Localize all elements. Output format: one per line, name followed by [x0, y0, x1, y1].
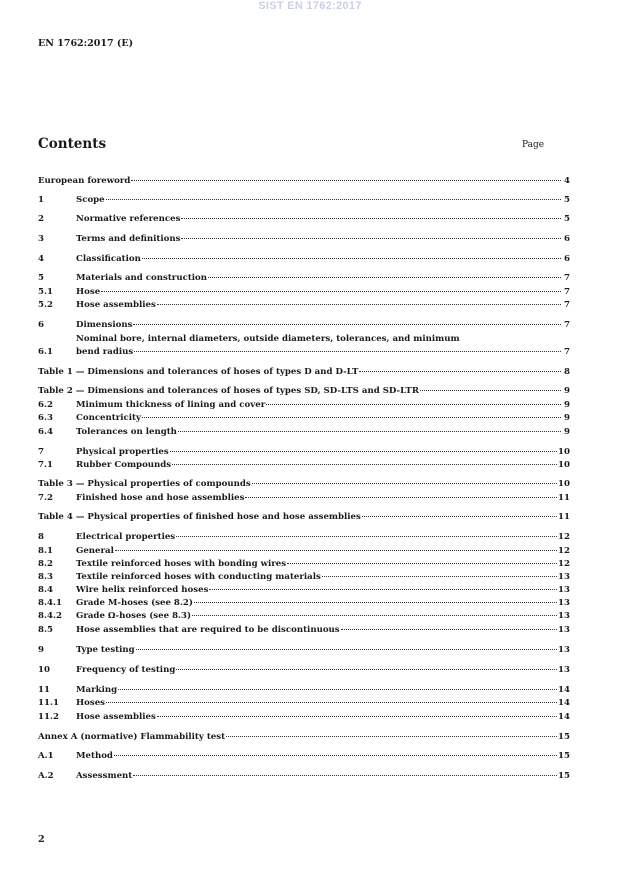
toc-entry-title: Assessment — [76, 771, 133, 781]
page-column-label: Page — [522, 140, 545, 150]
toc-dot-leader — [192, 615, 557, 616]
page-number: 2 — [38, 834, 45, 845]
toc-entry-page: 8 — [564, 367, 570, 377]
toc-entry-page: 10 — [558, 479, 570, 489]
toc-dot-leader — [133, 775, 557, 776]
toc-entry-page: 9 — [564, 413, 570, 423]
toc-entry-number: 5.2 — [38, 300, 53, 310]
contents-title: Contents — [38, 136, 107, 152]
toc-dot-leader — [157, 716, 557, 717]
toc-dot-leader — [178, 431, 561, 432]
toc-entry[interactable] — [38, 385, 570, 398]
toc-entry-page: 11 — [558, 493, 570, 503]
toc-entry-page: 12 — [558, 532, 570, 542]
toc-dot-leader — [209, 589, 557, 590]
toc-dot-leader — [172, 464, 557, 465]
toc-dot-leader — [287, 563, 557, 564]
toc-entry-title: Table 4 — Physical properties of finished hose and hose assemblies — [38, 512, 361, 522]
toc-entry-title: Hose — [76, 287, 101, 297]
toc-entry-number: 6.4 — [38, 427, 53, 437]
toc-entry-number: 6.2 — [38, 400, 53, 410]
toc-entry[interactable] — [38, 750, 570, 763]
toc-dot-leader — [142, 258, 561, 259]
toc-dot-leader — [245, 497, 557, 498]
toc-entry-page: 13 — [558, 572, 570, 582]
toc-entry[interactable] — [38, 770, 570, 783]
toc-entry-page: 11 — [558, 512, 570, 522]
toc-entry-page: 15 — [558, 732, 570, 742]
toc-entry-title: Hose assemblies that are required to be discontinuous — [76, 625, 340, 635]
toc-entry-title: Grade M-hoses (see 8.2) — [76, 598, 193, 608]
toc-entry-title: Method — [76, 751, 113, 761]
toc-entry-title: Scope — [76, 195, 105, 205]
toc-dot-leader — [341, 629, 557, 630]
toc-entry-number: 4 — [38, 254, 44, 264]
toc-entry[interactable] — [38, 558, 570, 571]
toc-entry[interactable] — [38, 684, 570, 697]
toc-entry[interactable] — [38, 319, 570, 332]
toc-entry[interactable] — [38, 664, 570, 677]
toc-entry[interactable] — [38, 492, 570, 505]
toc-entry-title: Table 3 — Physical properties of compounds — [38, 479, 251, 489]
toc-entry-page: 7 — [564, 300, 570, 310]
toc-entry-title: Electrical properties — [76, 532, 176, 542]
toc-entry-page: 7 — [564, 320, 570, 330]
toc-entry[interactable] — [38, 299, 570, 312]
toc-entry-title: Terms and definitions — [76, 234, 181, 244]
toc-entry-page: 7 — [564, 273, 570, 283]
toc-entry-page: 13 — [558, 645, 570, 655]
toc-dot-leader — [157, 304, 561, 305]
toc-entry-number: 6.3 — [38, 413, 53, 423]
toc-entry-title-line1[interactable]: Nominal bore, internal diameters, outside diameters, tolerances, and minimum — [76, 334, 460, 344]
toc-entry[interactable] — [38, 233, 570, 246]
toc-entry[interactable] — [38, 446, 570, 459]
toc-entry-title: European foreword — [38, 176, 131, 186]
toc-entry[interactable] — [38, 711, 570, 724]
toc-entry-page: 14 — [558, 685, 570, 695]
toc-entry-number: 7 — [38, 447, 44, 457]
toc-dot-leader — [101, 291, 561, 292]
toc-dot-leader — [420, 390, 561, 391]
toc-entry-title: Hoses — [76, 698, 105, 708]
toc-entry-number: 1 — [38, 195, 44, 205]
toc-entry-number: 11.2 — [38, 712, 59, 722]
toc-entry-title: Normative references — [76, 214, 181, 224]
toc-entry[interactable] — [38, 366, 570, 379]
toc-dot-leader — [181, 238, 561, 239]
toc-entry-number: 7.1 — [38, 460, 53, 470]
toc-entry-page: 14 — [558, 712, 570, 722]
toc-entry-number: 8.4 — [38, 585, 53, 595]
toc-entry-page: 13 — [558, 625, 570, 635]
toc-entry-page: 13 — [558, 611, 570, 621]
toc-entry-title: Marking — [76, 685, 118, 695]
toc-entry[interactable] — [38, 286, 570, 299]
toc-entry-number: 8.2 — [38, 559, 53, 569]
toc-entry-title: Materials and construction — [76, 273, 208, 283]
toc-entry-page: 6 — [564, 234, 570, 244]
toc-entry[interactable] — [38, 346, 570, 359]
watermark: SIST EN 1762:2017 — [258, 0, 362, 12]
toc-dot-leader — [208, 277, 561, 278]
toc-entry-title: Table 2 — Dimensions and tolerances of hoses of types SD, SD-LTS and SD-LTR — [38, 386, 419, 396]
toc-entry-page: 14 — [558, 698, 570, 708]
toc-entry-number: A.2 — [38, 771, 54, 781]
toc-entry[interactable] — [38, 412, 570, 425]
toc-entry[interactable] — [38, 697, 570, 710]
toc-entry[interactable] — [38, 610, 570, 623]
toc-entry[interactable] — [38, 624, 570, 637]
toc-entry-number: 5.1 — [38, 287, 53, 297]
toc-entry-number: 8 — [38, 532, 44, 542]
toc-entry-page: 9 — [564, 427, 570, 437]
toc-entry-number: 8.3 — [38, 572, 53, 582]
toc-dot-leader — [142, 417, 561, 418]
toc-entry-title: Table 1 — Dimensions and tolerances of hoses of types D and D-LT — [38, 367, 359, 377]
toc-dot-leader — [133, 324, 561, 325]
toc-entry-page: 13 — [558, 585, 570, 595]
toc-entry-number: 10 — [38, 665, 50, 675]
toc-dot-leader — [322, 576, 557, 577]
toc-dot-leader — [194, 602, 557, 603]
toc-entry-number: 3 — [38, 234, 44, 244]
toc-entry-number: 8.4.2 — [38, 611, 62, 621]
toc-dot-leader — [252, 483, 557, 484]
toc-entry[interactable] — [38, 459, 570, 472]
toc-dot-leader — [106, 702, 557, 703]
toc-entry-title: Classification — [76, 254, 141, 264]
toc-entry-title: bend radius — [76, 347, 134, 357]
toc-entry-page: 13 — [558, 665, 570, 675]
toc-entry-number: A.1 — [38, 751, 54, 761]
toc-entry-title: Textile reinforced hoses with bonding wires — [76, 559, 287, 569]
toc-entry-title: Annex A (normative) Flammability test — [38, 732, 226, 742]
toc-entry[interactable] — [38, 571, 570, 584]
toc-dot-leader — [115, 550, 557, 551]
toc-entry-title: Type testing — [76, 645, 135, 655]
toc-entry-title: Concentricity — [76, 413, 141, 423]
toc-entry[interactable] — [38, 644, 570, 657]
toc-dot-leader — [118, 689, 557, 690]
toc-dot-leader — [176, 669, 557, 670]
toc-entry-number: 8.5 — [38, 625, 53, 635]
toc-entry-number: 11 — [38, 685, 50, 695]
toc-entry[interactable] — [38, 213, 570, 226]
toc-dot-leader — [114, 755, 557, 756]
document-id: EN 1762:2017 (E) — [38, 38, 134, 49]
toc-entry-page: 15 — [558, 771, 570, 781]
toc-entry-title: Physical properties — [76, 447, 169, 457]
toc-entry-title: Minimum thickness of lining and cover — [76, 400, 266, 410]
toc-entry-number: 6 — [38, 320, 44, 330]
toc-entry-title: Hose assemblies — [76, 712, 156, 722]
toc-entry-page: 5 — [564, 214, 570, 224]
toc-entry-number: 8.4.1 — [38, 598, 62, 608]
toc-entry-page: 12 — [558, 546, 570, 556]
toc-entry-number: 9 — [38, 645, 44, 655]
toc-dot-leader — [226, 736, 557, 737]
toc-dot-leader — [136, 649, 557, 650]
toc-entry-title: General — [76, 546, 114, 556]
toc-entry-page: 10 — [558, 447, 570, 457]
toc-entry-title: Frequency of testing — [76, 665, 176, 675]
toc-dot-leader — [106, 199, 561, 200]
toc-dot-leader — [362, 516, 557, 517]
toc-entry[interactable] — [38, 253, 570, 266]
toc-entry[interactable] — [38, 175, 570, 188]
toc-entry-page: 10 — [558, 460, 570, 470]
toc-entry-page: 6 — [564, 254, 570, 264]
toc-entry-title: Dimensions — [76, 320, 133, 330]
toc-dot-leader — [176, 536, 557, 537]
toc-entry[interactable] — [38, 426, 570, 439]
toc-entry-number: 2 — [38, 214, 44, 224]
toc-dot-leader — [359, 371, 561, 372]
toc-entry[interactable] — [38, 272, 570, 285]
toc-entry-title: Grade Ω-hoses (see 8.3) — [76, 611, 192, 621]
toc-entry-number: 7.2 — [38, 493, 53, 503]
toc-dot-leader — [181, 218, 561, 219]
toc-entry-title: Hose assemblies — [76, 300, 156, 310]
toc-entry-title: Tolerances on length — [76, 427, 177, 437]
toc-entry-number: 5 — [38, 273, 44, 283]
toc-dot-leader — [134, 351, 561, 352]
toc-entry[interactable] — [38, 584, 570, 597]
toc-entry-title: Rubber Compounds — [76, 460, 172, 470]
toc-entry-number: 11.1 — [38, 698, 59, 708]
toc-entry[interactable] — [38, 194, 570, 207]
toc-entry-page: 9 — [564, 400, 570, 410]
toc-entry-title: Wire helix reinforced hoses — [76, 585, 209, 595]
toc-entry-number: 6.1 — [38, 347, 53, 357]
toc-entry[interactable] — [38, 478, 570, 491]
toc-entry[interactable] — [38, 731, 570, 744]
toc-entry[interactable] — [38, 545, 570, 558]
toc-entry-number: 8.1 — [38, 546, 53, 556]
toc-dot-leader — [170, 451, 557, 452]
toc-entry[interactable] — [38, 511, 570, 524]
toc-entry[interactable] — [38, 531, 570, 544]
toc-entry-page: 12 — [558, 559, 570, 569]
toc-entry-title: Finished hose and hose assemblies — [76, 493, 245, 503]
toc-entry[interactable] — [38, 399, 570, 412]
toc-entry[interactable] — [38, 597, 570, 610]
toc-entry-page: 4 — [564, 176, 570, 186]
toc-dot-leader — [266, 404, 561, 405]
toc-entry-page: 15 — [558, 751, 570, 761]
toc-entry-page: 7 — [564, 287, 570, 297]
toc-entry-title: Textile reinforced hoses with conducting materials — [76, 572, 321, 582]
toc-entry-page: 7 — [564, 347, 570, 357]
toc-entry-page: 13 — [558, 598, 570, 608]
toc-entry-page: 5 — [564, 195, 570, 205]
toc-entry-page: 9 — [564, 386, 570, 396]
toc-dot-leader — [131, 180, 561, 181]
